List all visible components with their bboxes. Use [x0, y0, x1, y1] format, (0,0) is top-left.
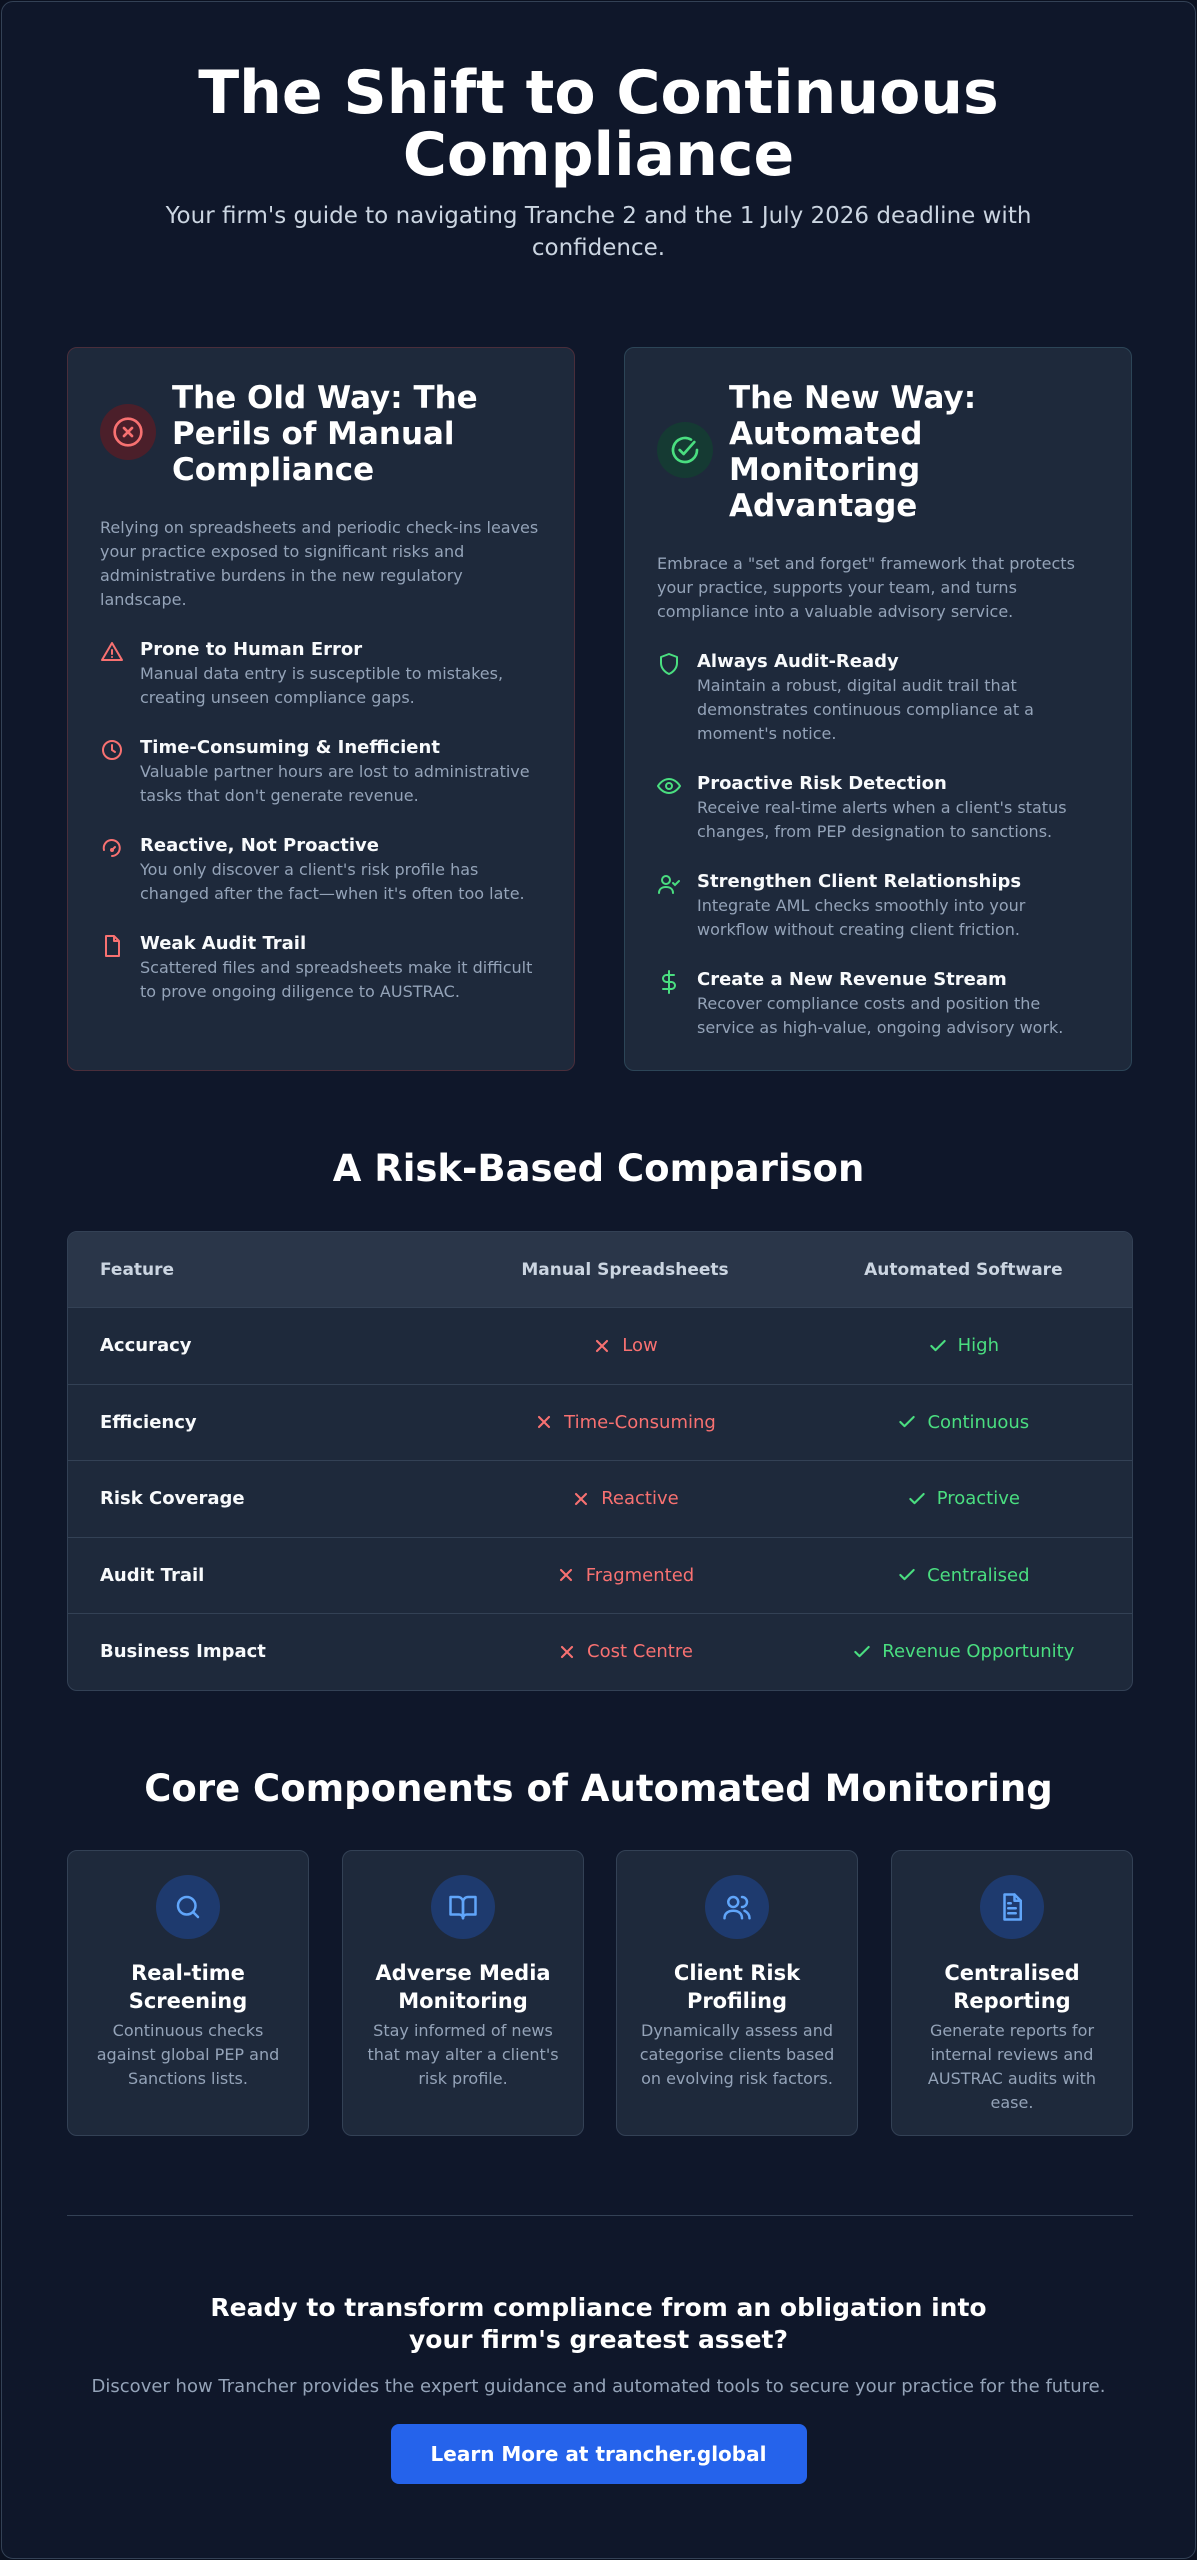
hero: [2, 58, 1195, 264]
automated-cell: [795, 1565, 1132, 1586]
automated-cell: [795, 1335, 1132, 1356]
manual-cell: [455, 1335, 794, 1356]
old-way-item-title: Reactive, Not Proactive: [140, 835, 379, 856]
component-title: Centralised Reporting: [944, 1961, 1080, 2013]
component-card: [67, 1850, 309, 2136]
new-way-intro: Embrace a "set and forget" framework that protects your practice, supports your team, and turns compliance into a valuable advisory service.: [657, 554, 1075, 621]
check-mark-icon: [852, 1642, 872, 1662]
old-way-item: [100, 638, 542, 710]
automated-value: Revenue Opportunity: [882, 1641, 1075, 1663]
automated-cell: [795, 1641, 1132, 1662]
new-way-item-desc: Recover compliance costs and position the service as high-value, ongoing advisory work.: [697, 994, 1064, 1037]
users-icon: [705, 1875, 769, 1939]
new-way-title: The New Way: Automated Monitoring Advantage: [729, 380, 977, 524]
table-header-row: [68, 1232, 1132, 1307]
new-way-item-desc: Receive real-time alerts when a client's status changes, from PEP designation to sanctions.: [697, 798, 1067, 841]
table-row: [68, 1537, 1132, 1614]
check-mark-icon: [897, 1565, 917, 1585]
section-divider: [67, 2215, 1133, 2216]
component-desc: Continuous checks against global PEP and Sanctions lists.: [96, 2021, 280, 2088]
manual-value: Low: [622, 1335, 658, 1357]
manual-value: Fragmented: [585, 1564, 695, 1586]
old-way-item-desc: Manual data entry is susceptible to mistakes, creating unseen compliance gaps.: [140, 664, 504, 707]
automated-value: Proactive: [936, 1488, 1020, 1510]
old-way-card: [67, 347, 575, 1071]
clock-icon: [100, 738, 124, 762]
new-way-item: [657, 772, 1099, 844]
manual-value: Cost Centre: [587, 1641, 693, 1663]
feature-cell: Risk Coverage: [100, 1488, 245, 1510]
book-open-icon: [431, 1875, 495, 1939]
check-mark-icon: [928, 1336, 948, 1356]
old-way-item: [100, 834, 542, 906]
new-way-item: [657, 650, 1099, 746]
warning-triangle-icon: [100, 640, 124, 664]
feature-cell: Efficiency: [100, 1411, 197, 1433]
manual-cell: [455, 1412, 794, 1433]
dollar-icon: [657, 970, 681, 994]
x-mark-icon: [571, 1489, 591, 1509]
cta-text: Discover how Trancher provides the expert guidance and automated tools to secure your practice for the future.: [91, 2376, 1106, 2397]
new-way-item-title: Strengthen Client Relationships: [697, 871, 1022, 892]
check-mark-icon: [907, 1489, 927, 1509]
cta-section: [2, 2292, 1195, 2484]
old-way-item-title: Weak Audit Trail: [140, 933, 307, 954]
old-way-item-title: Prone to Human Error: [140, 639, 363, 660]
automated-value: High: [957, 1335, 1000, 1357]
component-desc: Generate reports for internal reviews and AUSTRAC audits with ease.: [927, 2021, 1097, 2112]
x-mark-icon: [534, 1412, 554, 1432]
page-subtitle: Your firm's guide to navigating Tranche 2 and the 1 July 2026 deadline with confidence.: [165, 203, 1032, 261]
component-card: [616, 1850, 858, 2136]
page-frame: [1, 1, 1196, 2559]
table-header: Manual Spreadsheets: [521, 1259, 729, 1280]
automated-value: Continuous: [927, 1411, 1030, 1433]
table-row: [68, 1613, 1132, 1690]
check-circle-icon: [657, 422, 713, 478]
automated-value: Centralised: [927, 1564, 1030, 1586]
feature-cell: Accuracy: [100, 1335, 192, 1357]
manual-cell: [455, 1488, 794, 1509]
new-way-item-title: Proactive Risk Detection: [697, 773, 947, 794]
eye-icon: [657, 774, 681, 798]
shield-icon: [657, 652, 681, 676]
old-way-item-title: Time-Consuming & Inefficient: [140, 737, 440, 758]
manual-cell: [455, 1641, 794, 1662]
old-way-intro: Relying on spreadsheets and periodic check-ins leaves your practice exposed to significant risks and administrative burdens in the new regulatory landscape.: [100, 518, 539, 609]
learn-more-button[interactable]: Learn More at trancher.global: [391, 2424, 807, 2484]
manual-value: Reactive: [601, 1488, 679, 1510]
x-mark-icon: [592, 1336, 612, 1356]
rotate-arrow-icon: [100, 836, 124, 860]
file-text-icon: [980, 1875, 1044, 1939]
page-title: The Shift to Continuous Compliance: [198, 58, 999, 190]
document-icon: [100, 934, 124, 958]
cta-title: Ready to transform compliance from an obligation into your firm's greatest asset?: [210, 2293, 987, 2354]
automated-cell: [795, 1412, 1132, 1433]
user-check-icon: [657, 872, 681, 896]
x-mark-icon: [557, 1642, 577, 1662]
new-way-item: [657, 968, 1099, 1040]
component-title: Real-time Screening: [128, 1961, 248, 2013]
old-way-item-desc: Scattered files and spreadsheets make it difficult to prove ongoing diligence to AUSTRAC.: [140, 958, 533, 1001]
new-way-item-desc: Integrate AML checks smoothly into your workflow without creating client friction.: [697, 896, 1026, 939]
old-way-title: The Old Way: The Perils of Manual Compliance: [172, 380, 478, 488]
check-mark-icon: [897, 1412, 917, 1432]
component-desc: Dynamically assess and categorise clients based on evolving risk factors.: [639, 2021, 835, 2088]
old-way-item: [100, 736, 542, 808]
x-mark-icon: [556, 1565, 576, 1585]
manual-cell: [455, 1565, 794, 1586]
component-card: [891, 1850, 1133, 2136]
table-row: [68, 1307, 1132, 1384]
new-way-item-title: Always Audit-Ready: [697, 651, 899, 672]
x-circle-icon: [100, 404, 156, 460]
old-way-item-desc: Valuable partner hours are lost to administrative tasks that don't generate revenue.: [140, 762, 530, 805]
component-title: Adverse Media Monitoring: [375, 1961, 551, 2013]
old-way-item-desc: You only discover a client's risk profile has changed after the fact—when it's often too late.: [140, 860, 525, 903]
new-way-item-desc: Maintain a robust, digital audit trail that demonstrates continuous compliance at a moment's notice.: [697, 676, 1034, 743]
components-title: Core Components of Automated Monitoring: [144, 1767, 1053, 1810]
table-header: Automated Software: [864, 1259, 1063, 1280]
manual-value: Time-Consuming: [564, 1411, 716, 1433]
new-way-item: [657, 870, 1099, 942]
automated-cell: [795, 1488, 1132, 1509]
comparison-title: A Risk-Based Comparison: [332, 1147, 865, 1190]
table-row: [68, 1384, 1132, 1461]
table-row: [68, 1460, 1132, 1537]
comparison-table: [67, 1231, 1133, 1691]
table-header: Feature: [100, 1259, 175, 1280]
feature-cell: Audit Trail: [100, 1564, 205, 1586]
feature-cell: Business Impact: [100, 1641, 266, 1663]
new-way-card: [624, 347, 1132, 1071]
search-icon: [156, 1875, 220, 1939]
component-card: [342, 1850, 584, 2136]
new-way-item-title: Create a New Revenue Stream: [697, 969, 1007, 990]
old-way-item: [100, 932, 542, 1004]
component-desc: Stay informed of news that may alter a client's risk profile.: [367, 2021, 559, 2088]
component-title: Client Risk Profiling: [673, 1961, 801, 2013]
